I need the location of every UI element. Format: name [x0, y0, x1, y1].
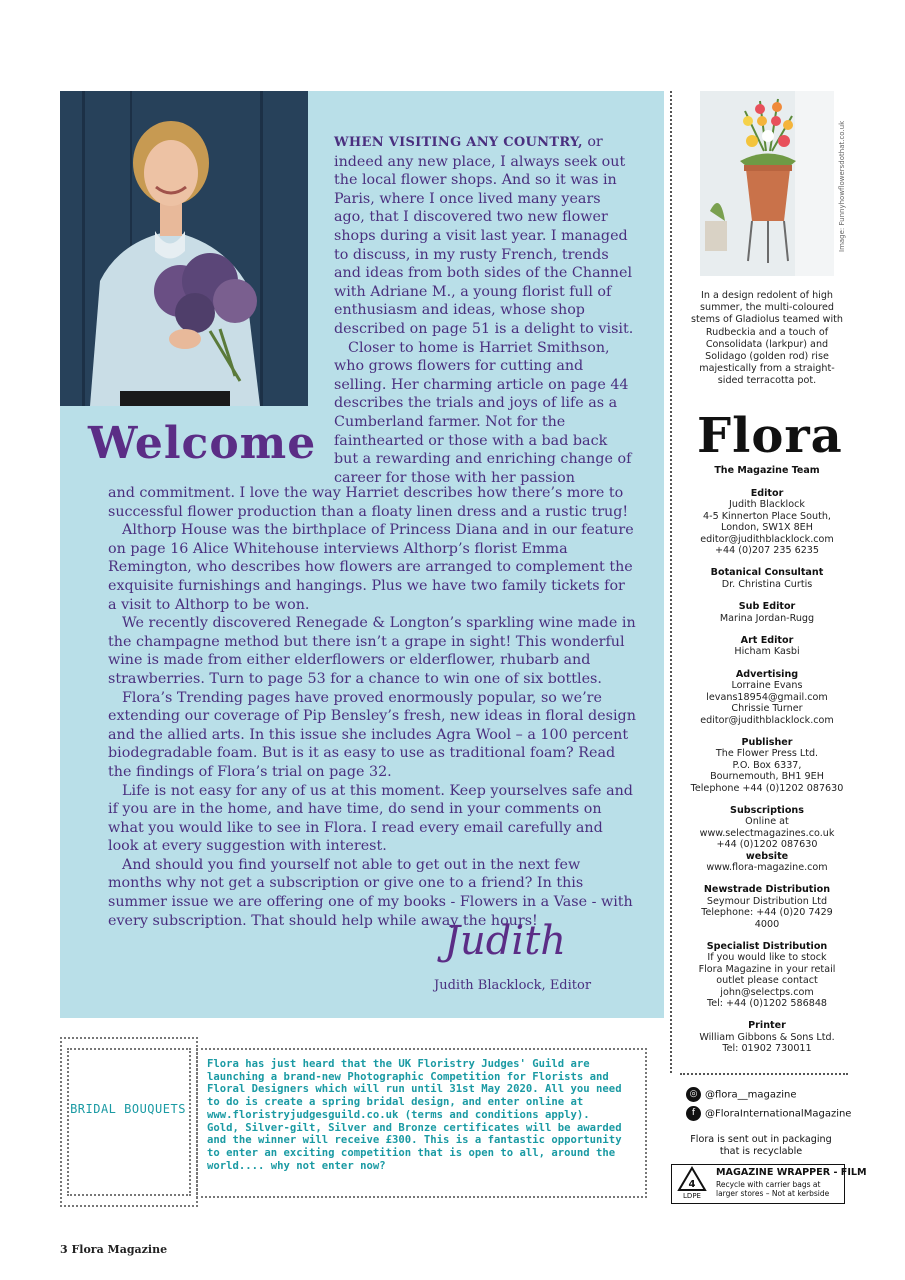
masthead-heading: Printer	[748, 1020, 786, 1032]
recycle-code: LDPE	[683, 1192, 701, 1200]
masthead-line: Online at	[745, 816, 789, 828]
photo-caption: In a design redolent of high summer, the multi-coloured stems of Gladiolus teamed with Rudbeckia and a touch of Consolidata (larkpur) and Solidago (golden rod) rise majestically from a straight-sided terracotta pot.	[690, 290, 844, 387]
competition-text	[207, 1058, 637, 1172]
masthead-heading: Art Editor	[740, 635, 794, 647]
masthead-line: +44 (0)1202 087630	[716, 839, 818, 851]
editor-signoff: Judith Blacklock, Editor	[434, 978, 592, 993]
paragraph-6: Life is not easy for any of us at this moment. Keep yourselves safe and if you are in the home, and have time, do send in your comments on what you would like to see in Flora. I read every email carefully and look at every suggestion with interest.	[108, 782, 633, 855]
paragraph-2-top: Closer to home is Harriet Smithson, who grows flowers for cutting and selling. Her charming article on page 44 describes the trials and joys of life as a Cumberland farmer. Not for the fainthearted or those with a bad back but a rewarding and enriching change of career for those with her passion	[334, 339, 632, 486]
masthead-section	[688, 941, 846, 1009]
masthead-section	[688, 488, 846, 556]
paragraph-1	[334, 133, 634, 339]
packaging-note: Flora is sent out in packaging that is recyclable	[690, 1134, 832, 1157]
masthead-section	[688, 805, 846, 873]
magazine-team-title: The Magazine Team	[714, 465, 820, 476]
instagram-link[interactable]	[686, 1087, 797, 1102]
masthead-line: Dr. Christina Curtis	[721, 578, 813, 590]
column-divider	[670, 91, 672, 1073]
facebook-link[interactable]	[686, 1106, 851, 1121]
masthead-heading: Specialist Distribution	[706, 941, 828, 952]
instagram-icon: ◎	[686, 1087, 701, 1102]
masthead-line: Lorraine Evans	[731, 680, 803, 692]
masthead-section	[688, 884, 846, 930]
masthead-section	[688, 601, 846, 624]
masthead-line: editor@judithblacklock.com	[700, 533, 834, 545]
masthead-heading: Advertising	[735, 668, 799, 680]
masthead-line: Bournemouth, BH1 9EH	[710, 771, 824, 783]
masthead-heading: Sub Editor	[738, 601, 796, 613]
masthead-line: William Gibbons & Sons Ltd.	[699, 1031, 835, 1043]
masthead-line: Tel: 01902 730011	[722, 1043, 812, 1055]
instagram-handle: @flora__magazine	[705, 1089, 797, 1101]
masthead-heading: Botanical Consultant	[710, 567, 824, 579]
masthead-line: Seymour Distribution Ltd	[706, 895, 828, 907]
facebook-icon: f	[686, 1106, 701, 1121]
wrapper-subtitle: Recycle with carrier bags at larger stores – Not at kerbside	[716, 1180, 830, 1198]
masthead-heading: Newstrade Distribution	[703, 884, 831, 896]
masthead-section	[688, 567, 846, 590]
masthead-heading: Subscriptions	[730, 804, 804, 816]
masthead-section	[688, 669, 846, 726]
masthead-line: Tel: +44 (0)1202 586848	[706, 998, 828, 1010]
sidebar-divider	[680, 1073, 848, 1075]
masthead-line: editor@judithblacklock.com	[700, 714, 834, 726]
masthead-line: Hicham Kasbi	[734, 646, 800, 658]
masthead-section	[688, 635, 846, 658]
paragraph-2-bottom: and commitment. I love the way Harriet describes how there’s more to successful flower production than a floaty linen dress and a rustic trug!	[108, 485, 629, 520]
recycle-number: 4	[688, 1179, 696, 1190]
masthead-line: P.O. Box 6337,	[732, 759, 802, 771]
masthead-line: outlet please contact	[716, 975, 818, 987]
masthead-line: Chrissie Turner	[731, 703, 803, 715]
recycle-icon	[676, 1166, 708, 1200]
masthead-line: Marina Jordan-Rugg	[719, 612, 815, 624]
facebook-handle: @FloraInternationalMagazine	[705, 1108, 852, 1120]
welcome-column-full	[108, 484, 636, 930]
bridal-bouquets-label: BRIDAL BOUQUETS	[70, 1102, 186, 1116]
masthead-line: Judith Blacklock	[729, 499, 805, 511]
masthead-section	[688, 1020, 846, 1054]
masthead-line: levans18954@gmail.com	[706, 691, 828, 703]
editor-portrait-illustration	[60, 91, 308, 406]
wrapper-title: MAGAZINE WRAPPER - FILM	[716, 1167, 867, 1178]
masthead-line: Telephone: +44 (0)20 7429	[701, 907, 833, 919]
paragraph-1-text: or indeed any new place, I always seek out the local flower shops. And so it was in Paris, where I once lived many years ago, that I discovered two new flower shops during a visit last year. I managed to discuss, in my rusty French, trends and ideas from both sides of the Channel with Adriane M., a young florist full of enthusiasm and ideas, whose shop described on page 51 is a delight to visit.	[334, 134, 634, 337]
flora-logo: Flora	[697, 408, 843, 464]
masthead-section	[688, 737, 846, 794]
masthead	[688, 488, 846, 1066]
masthead-line: 4000	[754, 918, 780, 930]
bridal-box-inner	[67, 1048, 191, 1196]
welcome-heading: Welcome	[88, 418, 317, 469]
masthead-heading: Publisher	[741, 736, 793, 748]
masthead-line: 4-5 Kinnerton Place South,	[703, 510, 831, 522]
masthead-line: +44 (0)207 235 6235	[714, 545, 820, 557]
editor-signature: Judith	[444, 918, 567, 964]
masthead-line: Telephone +44 (0)1202 087630	[690, 782, 844, 794]
page-footer: 3 Flora Magazine	[60, 1243, 168, 1256]
masthead-line: www.selectmagazines.co.uk	[699, 827, 835, 839]
paragraph-5: Flora’s Trending pages have proved enormously popular, so we’re extending our coverage of Pip Bensley’s fresh, new ideas in floral design and the allied arts. In this issue she includes Agra Wool – a 100 percent biodegradable foam. But is it as easy to use as traditional foam? Read the findings of Flora’s trial on page 32.	[108, 689, 636, 780]
competition-paragraph-2: Gold, Silver-gilt, Silver and Bronze certificates will be awarded and the winner will receive £300. This is a fantastic opportunity to enter an exciting competition that is open to all, around the world.... why not enter now?	[207, 1121, 622, 1172]
editor-photo	[60, 91, 308, 406]
paragraph-4: We recently discovered Renegade & Longton’s sparkling wine made in the champagne method but there isn’t a grape in sight! This wonderful wine is made from either elderflowers or elderflower, rhubarb and strawberries. Turn to page 53 for a chance to win one of six bottles.	[108, 615, 636, 687]
masthead-line: If you would like to stock	[707, 952, 827, 964]
image-credit: Image: Funnyhowflowersdothat.co.uk	[838, 120, 846, 252]
masthead-heading: Editor	[750, 488, 784, 499]
masthead-line: john@selectps.com	[720, 986, 814, 998]
lead-in: WHEN VISITING ANY COUNTRY,	[334, 135, 583, 150]
paragraph-7: And should you find yourself not able to get out in the next few months why not get a subscription or give one to a friend? In this summer issue we are offering one of my books - Flowers in a Vase - with every subscription. That should help while away the hours!	[108, 856, 633, 929]
masthead-line: The Flower Press Ltd.	[715, 748, 819, 760]
gladiolus-illustration	[700, 91, 834, 276]
gladiolus-photo	[700, 91, 834, 276]
masthead-line: Flora Magazine in your retail	[698, 963, 836, 975]
competition-paragraph-1: Flora has just heard that the UK Floristry Judges' Guild are launching a brand-new Photographic Competition for Florists and Floral Designers which will run until 31st May 2020. All you need to do is create a spring bridal design, and enter online at www.floristryjudgesguild.co.uk (terms and conditions apply).	[207, 1058, 622, 1121]
masthead-line: www.flora-magazine.com	[706, 861, 828, 873]
paragraph-3: Althorp House was the birthplace of Princess Diana and in our feature on page 16 Alice Whitehouse interviews Althorp’s florist Emma Remington, who describes how flowers are arranged to complement the exquisite furnishings and hangings. Plus we have two family tickets for a visit to Althorp to be won.	[108, 522, 634, 613]
masthead-line: London, SW1X 8EH	[721, 522, 813, 534]
masthead-heading: website	[745, 850, 789, 862]
welcome-column-top	[334, 133, 634, 487]
